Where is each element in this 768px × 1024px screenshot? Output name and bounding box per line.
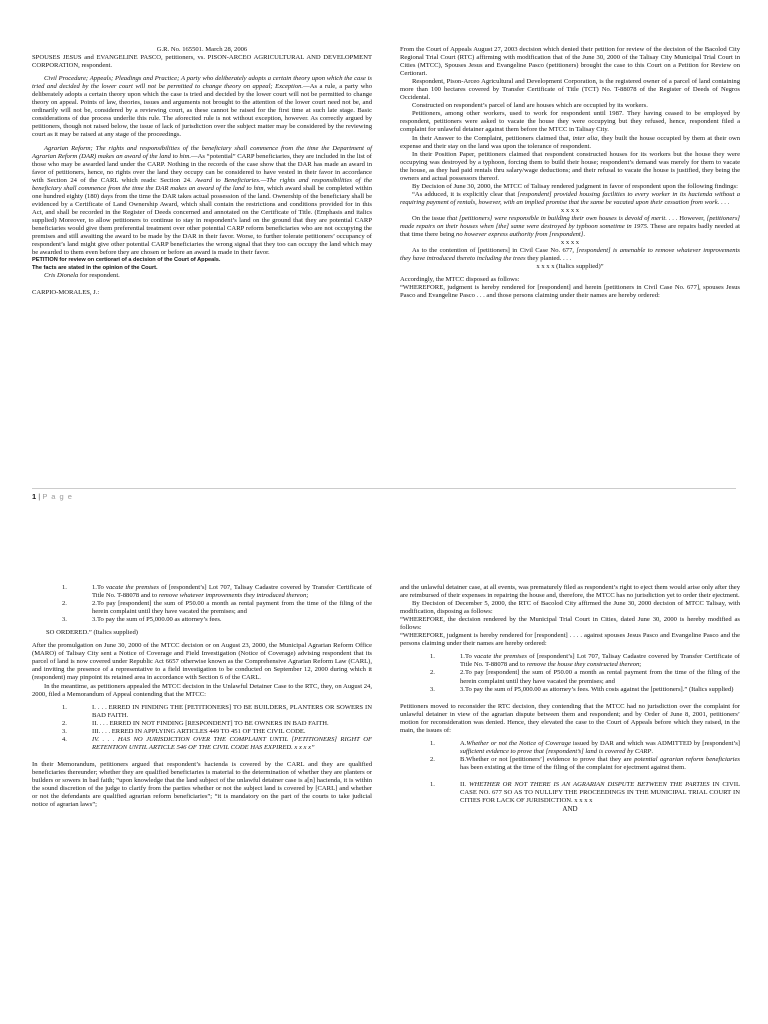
opinion-paragraph-5 — [400, 135, 740, 151]
list-item — [62, 736, 372, 752]
p2-paragraph-1: After the promulgation on June 30, 2000 of the MTCC decision or on August 23, 2000, the Municipal Agrarian Reform Office (MARO) of Talisay City sent a Notice of Coverage and Field Investigation (Notice of Coverage) advising respondent that its parcel of land is now covered under Republic Act 6657 otherwise known as the Comprehensive Agrarian Reform Law (CARL), and inviting the presence of a representative to a field investigation to be conducted on September 12, 2000 during which it (respondent) may pinpoint its retained area in accordance with Section 6 of the CARL. — [32, 642, 372, 682]
ellipsis-marker-3: x x x x (Italics supplied)” — [536, 263, 604, 271]
item-text-a: 1.To — [92, 584, 107, 591]
q2-text-a: On the issue — [412, 214, 447, 222]
syllabus-2-body-2: which award shall be completed within one hundred eighty (180) days from the time the DAR takes actual possession of the land. Ownership of the beneficiary shall be evidenced by a Certificate of Land Ownership Award, which shall contain the restrictions and conditions provided for in this Act, and shall be recorded in the Register of Deeds concerned and annotated on the Certificate of Title. (Emphasis and italics supplied) Moreover, to allow petitioners to continue to stay in respondent’s land on the ground that they are potential CARP beneficiaries would give them preferential treatment over other potential CARP reform beneficiaries who are not occupying the premises and still awaiting the award to be made by the DAR in their favor. Worse, to further tolerate petitioners’ occupancy of respondent’s land might give other potential CARP beneficiaries the wrong signal that they too can occupy the land which may be awarded to them even before they are chosen or before an award is made in their favor. — [32, 184, 372, 257]
quote-paragraph-2 — [400, 215, 740, 239]
list-number: 1. — [430, 653, 435, 661]
q3-text-b: they planted. . . . — [525, 255, 572, 263]
list-item — [430, 740, 740, 756]
item-italic-2: remove the house they constructed thereon — [526, 661, 640, 669]
syllabus-paragraph-1 — [32, 75, 372, 139]
p2-paragraph-3: In their Memorandum, petitioners argued that respondent’s hacienda is covered by the CARL and they are qualified beneficiaries thereunder; whether they are qualified beneficiaries is material to the determination of whether they are planters or builders or sowers in bad faith; “upon knowledge that the land subject of the unlawful detainer case is a[n] hacienda, it is within the sound discretion of the judge to clarify from the parties whether or not the subject land is covered by [CARL] and whether or not the defendants are qualified agrarian reform beneficiaries”; “it is mandatory on the part of the courts to take judicial notice of agrarian laws”; — [32, 760, 372, 809]
list-number: 3. — [430, 685, 435, 693]
issues-list — [400, 740, 740, 772]
case-gr-number: G.R. No. 165501. March 28, 2006 — [156, 46, 248, 53]
list-number: 1. — [430, 739, 435, 747]
q3-italic: [respondent] is amenable to remove whatever improvements they have introduced thereto including the trees — [400, 247, 740, 263]
counsel-role: for respondent. — [78, 271, 120, 279]
syllabus-1-heading: Civil Procedure; Appeals; Pleadings and Practice; A party who deliberately adopts a certain theory upon which the case is tried and decided by the lower court will not be permitted to change theory on appeal; Exception. — [32, 75, 372, 91]
page-label: P a g e — [42, 492, 73, 501]
p2r-paragraph-3: “WHEREFORE, the decision rendered by the Municipal Trial Court in Cities, dated June 30, 2000 is hereby modified as follows: — [400, 616, 740, 632]
footer-separator: | — [38, 492, 43, 501]
list-item — [62, 720, 372, 728]
q2-text-d: . — [583, 231, 585, 239]
item-text-a: 1.To — [460, 653, 475, 661]
item-text-b: issued by DAR and which was ADMITTED by [respondent’s] — [570, 739, 740, 747]
list-number: 2. — [430, 755, 435, 763]
page1-right-column — [400, 46, 740, 300]
p2r-paragraph-4: “WHEREFORE, judgment is hereby rendered for [respondent] . . . . against spouses Jesus Pasco and Evangeline Pasco and the persons claiming under their names are hereby ordered: — [400, 632, 740, 648]
item-text-b: of [respondent’s] Lot 707, Talisay Cadastre covered by Transfer Certificate of Title No. T-88078 and to — [460, 653, 740, 669]
list-number: 2. — [430, 669, 435, 677]
list-number: 4. — [62, 735, 67, 743]
syllabus-2-heading: Agrarian Reform; The rights and responsibilities of the beneficiary shall commence from the time the Department of Agrarian Reform (DAR) makes an award of the land to him. — [32, 144, 372, 160]
syllabus-1-body: —As a rule, a party who deliberately adopts a certain theory upon which the case is tried and decided by the lower court will not be permitted to change theory on appeal. Points of law, theories, issues and arguments not brought to the attention of the lower court need not be, and ordinarily will not be, considered by a reviewing court, as these cannot be raised for the first time at such late stage. Basic considerations of due process underlie this rule. The aforecited rule is not without exception, however. As correctly argued by petitioners, though not raised below, the issue of lack of jurisdiction over the subject matter may be considered by the reviewing court as it may be raised at any stage of the proceedings. — [32, 83, 372, 139]
item-text-b: of [respondent’s] Lot 707, Talisay Cadastre covered by Transfer Certificate of Title No. T-88078 and to — [92, 584, 372, 600]
error-text: II. . . . ERRED IN NOT FINDING [RESPONDENT] TO BE OWNERS IN BAD FAITH. — [92, 719, 329, 727]
item-text-a: A. — [460, 739, 467, 747]
item-text-c: ; — [639, 661, 642, 669]
item-italic: vacate the premises — [474, 653, 527, 661]
ellipsis-marker-2: x x x x — [560, 239, 580, 247]
list-item — [62, 600, 372, 616]
counsel-line — [32, 272, 372, 280]
page2-left-column — [32, 584, 372, 809]
issue-ii-list — [400, 781, 740, 805]
list-number: 1. — [62, 584, 67, 591]
syllabus-2-body-1: —As “potential” CARP beneficiaries, they are included in the list of those who may be awarded land under the CARP. Nothing in the records of the case show that the DAR has made an award in favor of petitioners, hence, no rights over the land they occupy can be considered to have vested in their favor in accordance with Section 24 of the CARL which reads: Section 24. — [32, 152, 373, 184]
q3-text-a: As to the contention of [petitioners] in Civil Case No. 677, — [412, 247, 577, 255]
opinion-paragraph-3: Constructed on respondent’s parcel of land are houses which are occupied by its workers. — [412, 102, 648, 110]
case-parties: SPOUSES JESUS and EVANGELINE PASCO, petitioners, vs. PISON-ARCEO AGRICULTURAL AND DEVELOPMENT CORPORATION, respondent. — [32, 54, 372, 70]
item-italic: vacate the premises — [106, 584, 159, 591]
q1-italic: [respondent] provided housing facilities to every worker in its hacienda without a requiring payment of rentals, however, with an implied promise that the same be vacated upon their cessation from work — [400, 190, 741, 206]
item-italic: potential agrarian reform beneficiaries — [634, 755, 740, 763]
p2r-paragraph-5: Petitioners moved to reconsider the RTC decision, they contending that the MTCC had no jurisdiction over the complaint for unlawful detainer in view of the agrarian dispute between them and respondent; and by Order of June 8, 2001, petitioners’ motion for reconsideration was denied. Hence, they elevated the case to the Court of Appeals before which they raised, in the main, the issues of: — [400, 702, 740, 734]
list-number: 2. — [62, 600, 67, 608]
list-item — [430, 669, 740, 685]
q2-italic-2: [petitioners] made repairs on their houses when [the] same were destroyed by typhoon sometime in 1975 — [400, 214, 740, 231]
p2-paragraph-2: In the meantime, as petitioners appealed the MTCC decision in the Unlawful Detainer Case to the RTC, they, on August 24, 2000, filed a Memorandum of Appeal contending that the MTCC: — [32, 682, 372, 698]
issue-ii-text-b: IN CIVIL CASE NO. 677 SO AS TO NULLIFY THE PROCEEDINGS IN THE MUNICIPAL TRIAL COURT IN CITIES FOR LACK OF JURISDICTION. x x x x — [460, 780, 740, 805]
list-item — [62, 728, 372, 736]
syllabus-paragraph-2 — [32, 145, 372, 258]
item-text-a: 2.To pay [respondent] the sum of P50.00 a month as rental payment from the time of the filing of the herein complaint until they have vacated the premises; and — [92, 600, 372, 616]
quote-paragraph-1 — [400, 191, 740, 207]
q1-text-b: . . . . — [717, 198, 730, 206]
page-footer — [32, 488, 736, 501]
so-ordered: SO ORDERED.” (Italics supplied) — [46, 629, 138, 637]
q2-text-c: . These are repairs badly needed at that time there being — [400, 223, 741, 239]
item-text-a: B.Whether or not [petitioners’] evidence to prove that they are — [460, 755, 635, 763]
errors-list — [32, 704, 372, 752]
p5-text-b: , they built the house occupied by them at their own expense and their stay on the land was upon the tolerance of respondent. — [400, 134, 740, 150]
list-item — [430, 653, 740, 669]
q2-italic-1: that [petitioners] were responsible in building their own houses is devoid of merit — [446, 214, 666, 222]
q1-text-a: “As adduced, it is explicitly clear that — [412, 190, 518, 198]
p2r-paragraph-2: By Decision of December 5, 2000, the RTC of Bacolod City affirmed the June 30, 2000 decision of MTCC Talisay, with modification, disposing as follows: — [400, 600, 740, 616]
list-item — [62, 584, 372, 600]
opinion-paragraph-1: From the Court of Appeals August 27, 2003 decision which denied their petition for review of the decision of the Bacolod City Regional Trial Court (RTC) affirming with modification that of the June 30, 2000 of the Talisay City Municipal Trial Court in Cities (MTCC), Spouses Jesus and Evangeline Pasco (petitioners) brought the case to this Court on a Petition for Review on Certiorari. — [400, 46, 740, 78]
list-number: 3. — [62, 727, 67, 735]
item-text-a: 3.To pay the sum of P5,000.00 as attorney’s fees. — [92, 616, 222, 624]
list-item — [62, 704, 372, 720]
facts-line: The facts are stated in the opinion of the Court. — [32, 264, 158, 271]
item-text-a: 2.To pay [respondent] the sum of P50.00 a month as rental payment from the time of the filing of the herein complaint until they have vacated the premises; and — [460, 669, 740, 685]
list-number: 1. — [430, 780, 435, 788]
issue-ii-italic: WHETHER OR NOT THERE IS AN AGRARIAN DISPUTE BETWEEN THE PARTIES — [468, 780, 710, 788]
quote-paragraph-3 — [400, 247, 740, 263]
error-text: III. . . . ERRED IN APPLYING ARTICLES 449 TO 451 OF THE CIVIL CODE. — [92, 727, 306, 735]
p5-text-a: In their Answer to the Complaint, petitioners claimed that, — [412, 134, 573, 142]
q2-text-b: . . . . However, — [665, 214, 707, 222]
ponente: CARPIO-MORALES, J.: — [32, 289, 100, 297]
list-item — [430, 686, 740, 694]
opinion-paragraph-6: In their Position Paper, petitioners claimed that respondent constructed houses for its workers but the house they were occupying was destroyed by a typhoon, forcing them to build their house; respondent’s demand was merely for them to vacate the house, as they had paid rentals thru salary/wage deductions; and their refusal to vacate the house is justified, they being the owners and actual possessors thereof. — [400, 150, 740, 182]
opinion-paragraph-8: Accordingly, the MTCC disposed as follows: — [400, 276, 520, 284]
counsel-name: Cris Dionela — [44, 271, 79, 279]
error-text: IV. . . . HAS NO JURISDICTION OVER THE COMPLAINT UNTIL [PETITIONERS] RIGHT OF RETENTION UNTIL ARTICLE 546 OF THE CIVIL CODE HAS EXPIRED. x x x x” — [92, 735, 372, 751]
item-text-a: 3.To pay the sum of P5,000.00 as attorney’s fees. With costs against the [petitioners].” (Italics supplied) — [460, 685, 734, 693]
q2-italic-3: no however express authority from [respondent] — [456, 231, 584, 239]
item-text-c: ; — [306, 592, 309, 600]
error-text: I. . . . ERRED IN FINDING THE [PETITIONERS] TO BE BUILDERS, PLANTERS OR SOWERS IN BAD FAITH. — [92, 703, 372, 719]
list-number: 3. — [62, 616, 67, 624]
opinion-paragraph-4: Petitioners, among other workers, used to work for respondent until 1987. They having ceased to be employed by respondent, petitioners were asked to vacate the house they were occupying but they refused, hence, respondent filed a complaint for unlawful detainer against them before the MTCC in Talisay City. — [400, 110, 740, 134]
opinion-paragraph-7: By Decision of June 30, 2000, the MTCC of Talisay rendered judgment in favor of respondent upon the following findings: — [412, 182, 738, 190]
list-item — [62, 616, 372, 624]
page2-right-column — [400, 584, 740, 813]
order-list-2 — [400, 653, 740, 693]
opinion-paragraph-2: Respondent, Pison-Arceo Agricultural and Development Corporation, is the registered owner of a parcel of land containing more than 100 hectares covered by Transfer Certificate of Title (TCT) No. T-88078 of the Register of Deeds of Negros Occidental. — [400, 78, 740, 102]
list-item — [430, 781, 740, 805]
and-connector: AND — [562, 805, 578, 814]
page-number: 1 — [32, 492, 37, 501]
order-list-1 — [32, 584, 372, 624]
list-item — [430, 756, 740, 772]
issue-ii-text-a: II. — [460, 780, 469, 788]
item-italic: Whether or not the Notice of Coverage — [466, 739, 571, 747]
syllabus-2-italic: Award to Beneficiaries.—The rights and responsibilities of the beneficiary shall commence from the time the DAR makes an award of the land to him, — [32, 176, 372, 192]
item-text-c: . — [651, 747, 654, 755]
p5-italic: inter alia — [572, 134, 598, 142]
list-number: 1. — [62, 703, 67, 711]
petition-line: PETITION for review on certiorari of a decision of the Court of Appeals. — [32, 257, 221, 264]
item-text-b: has been existing at the time of the filing of the complaint for ejectment against them. — [460, 763, 686, 771]
list-number: 2. — [62, 719, 67, 727]
opinion-paragraph-9: “WHEREFORE, judgment is hereby rendered for [respondent] and herein [petitioners in Civil Case No. 677], spouses Jesus Pasco and Evangeline Pasco . . . and those persons claiming under their names are hereby ordered: — [400, 284, 740, 300]
item-italic-2: sufficient evidence to prove that [respondent’s] land is covered by CARP — [460, 747, 652, 755]
page1-left-column — [32, 46, 372, 297]
p2r-paragraph-1: and the unlawful detainer case, at all events, was prematurely filed as respondent’s right to eject them would arise only after they are reimbursed of their expenses in repairing the house and, therefore, the MTCC has no jurisdiction yet to order their ejectment. — [400, 584, 741, 600]
item-italic-2: remove whatever improvements they introduced thereon — [158, 592, 307, 600]
ellipsis-marker-1: x x x x — [560, 206, 580, 214]
